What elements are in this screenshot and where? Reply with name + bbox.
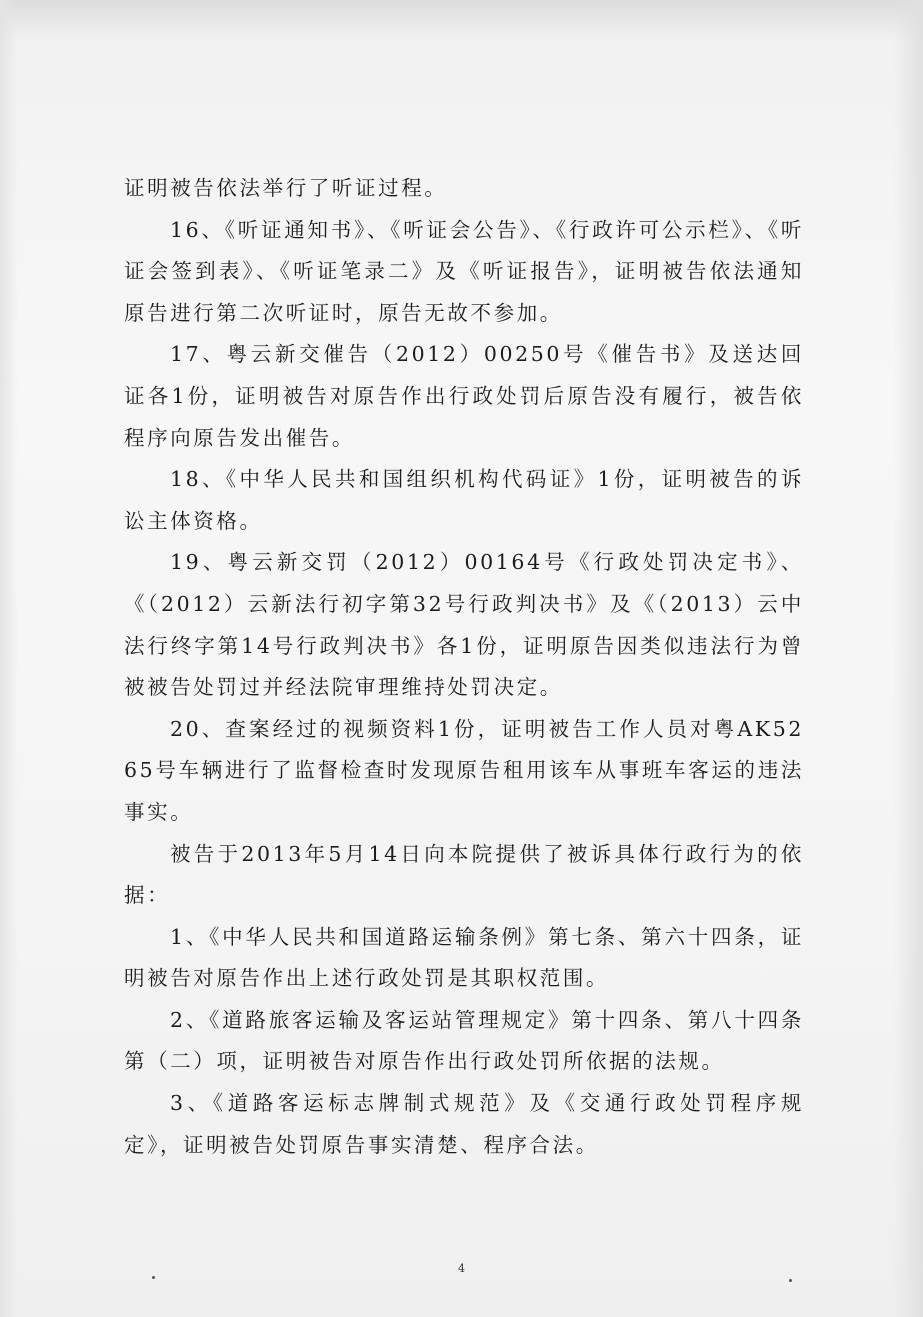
paragraph-legal-basis-intro: 被告于2013年5月14日向本院提供了被诉具体行政行为的依据： (124, 841, 804, 908)
scan-shadow-left (0, 0, 18, 1317)
paragraph-basis-1: 1、《中华人民共和国道路运输条例》第七条、第六十四条，证明被告对原告作出上述行政处罚是其职权范围。 (124, 924, 804, 991)
page-number: 4 (458, 1262, 465, 1275)
paragraph-item-17: 17、粤云新交催告（2012）00250号《催告书》及送达回证各1份，证明被告对原告作出行政处罚后原告没有履行，被告依程序向原告发出催告。 (124, 342, 804, 450)
scan-shadow-right (893, 0, 923, 1317)
paragraph-continuation: 证明被告依法举行了听证过程。 (124, 176, 448, 200)
paragraph-item-19: 19、粤云新交罚（2012）00164号《行政处罚决定书》、《（2012）云新法行初字第32号行政判决书》及《（2013）云中法行终字第14号行政判决书》各1份，证明原告因类似违法行为曾被被告处罚过并经法院审理维持处罚决定。 (124, 550, 804, 700)
scan-speck (152, 1276, 155, 1279)
paragraph-item-16: 16、《听证通知书》、《听证会公告》、《行政许可公示栏》、《听证会签到表》、《听证笔录二》及《听证报告》，证明被告依法通知原告进行第二次听证时，原告无故不参加。 (124, 217, 804, 325)
paragraph-item-18: 18、《中华人民共和国组织机构代码证》1份，证明被告的诉讼主体资格。 (124, 467, 804, 533)
document-body (124, 168, 804, 1166)
scan-shadow-top (0, 0, 923, 40)
paragraph-basis-3: 3、《道路客运标志牌制式规范》及《交通行政处罚程序规定》，证明被告处罚原告事实清楚、程序合法。 (124, 1091, 804, 1157)
paragraph-basis-2: 2、《道路旅客运输及客运站管理规定》第十四条、第八十四条第（二）项，证明被告对原告作出行政处罚所依据的法规。 (124, 1007, 804, 1074)
paragraph-item-20: 20、查案经过的视频资料1份，证明被告工作人员对粤AK5265号车辆进行了监督检查时发现原告租用该车从事班车客运的违法事实。 (124, 716, 804, 824)
scan-speck (789, 1279, 792, 1282)
